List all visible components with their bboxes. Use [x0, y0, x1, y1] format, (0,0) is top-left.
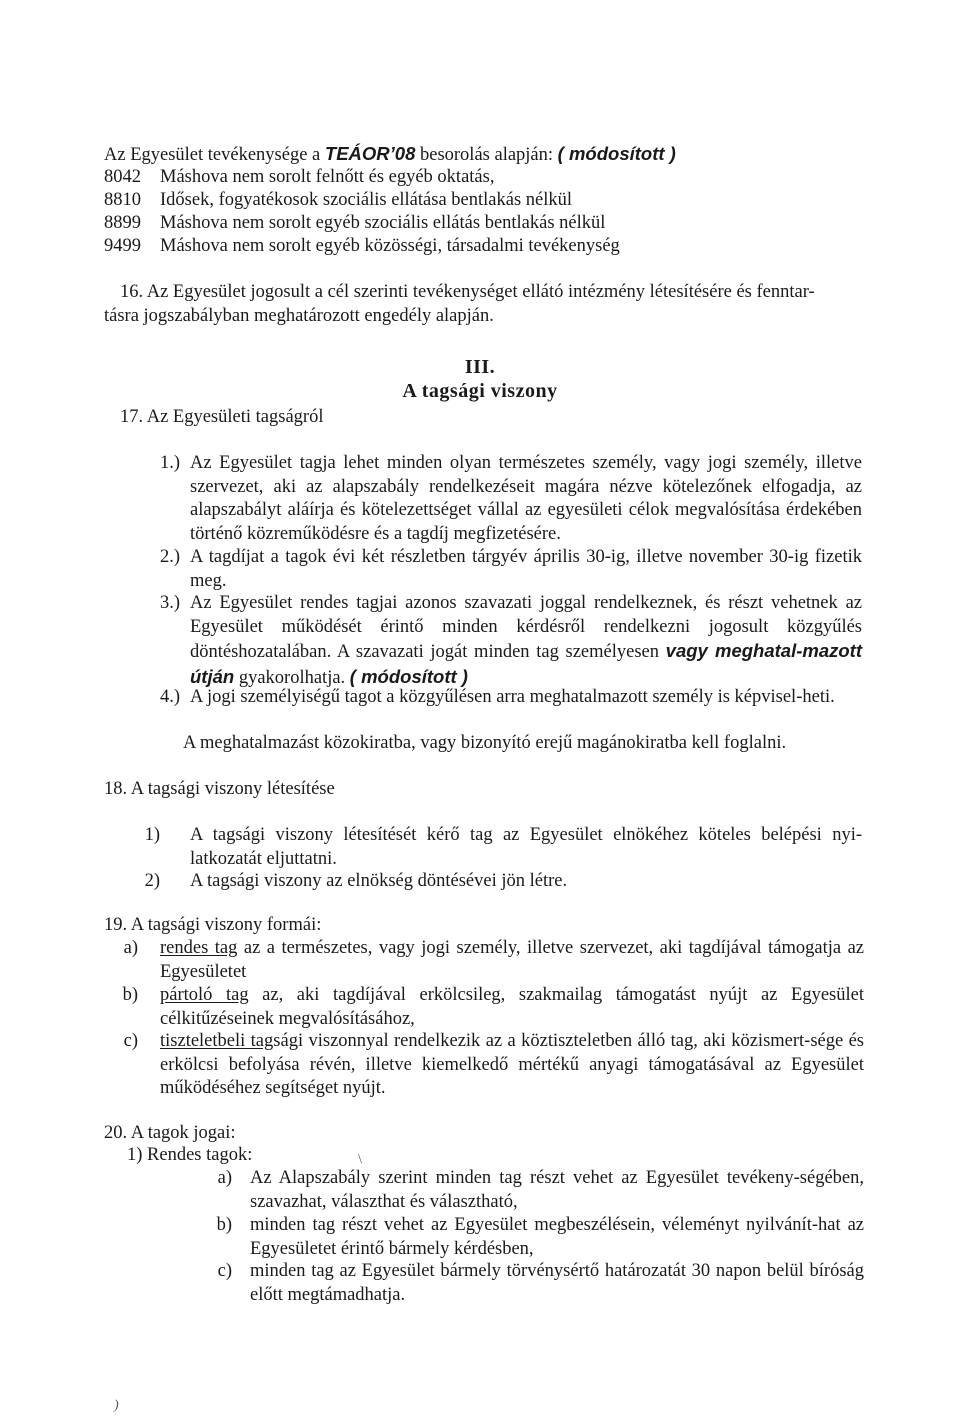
section-20-subheading: 1) Rendes tagok: — [127, 1145, 253, 1165]
stray-mark: \ — [358, 1152, 362, 1167]
item-number: b) — [122, 985, 138, 1005]
item-text: A tagsági viszony létesítését kérő tag az Egyesület elnökéhez köteles belépési nyi-latkozatát eljuttatni. — [190, 825, 862, 869]
item-text: A tagsági viszony az elnökség döntésévei jön létre. — [190, 871, 568, 891]
item-text-part: Az Egyesület rendes tagjai azonos szavazati joggal rendelkeznek, és részt vehetnek az Egyesület működését érintő minden kérdésről rendelkezni jogosult közgyűlés döntéshozatalában. A szavazati jogát minden tag személyesen — [190, 593, 862, 662]
membership-term: rendes tag — [160, 938, 238, 958]
item-number: a) — [123, 938, 138, 958]
item-text-part: gyakorolhatja. — [234, 667, 350, 688]
item-text: minden tag részt vehet az Egyesület megbeszélésein, véleményt nyilvánít-hat az Egyesületet érintő bármely kérdésben, — [250, 1215, 864, 1259]
activity-intro — [104, 142, 864, 168]
item-number: 4.) — [159, 687, 180, 707]
item-text-part: sági viszonnyal rendelkezik az a köztiszteletben álló tag, aki közismert-sége és erkölcsi befolyása révén, illetve kiemelkedő mértékű anyagi támogatásával az Egyesület működéséhez segítséget nyújt. — [160, 1031, 865, 1098]
item-text: minden tag az Egyesület bármely törvénysértő határozatát 30 napon belül bíróság előtt megtámadhatja. — [250, 1261, 864, 1305]
item-number: c) — [217, 1261, 232, 1281]
activity-code: 8899 — [104, 213, 141, 233]
item-text: Az Alapszabály szerint minden tag részt vehet az Egyesület tevékeny-ségében, szavazhat, választhat és választható, — [250, 1168, 864, 1212]
section-19-heading: 19. A tagsági viszony formái: — [104, 915, 322, 935]
membership-term: tiszteletbeli tag — [160, 1031, 274, 1051]
item-number: c) — [123, 1031, 138, 1051]
item-number: 1) — [144, 825, 160, 845]
item-number: 1.) — [159, 453, 180, 473]
activity-code: 8042 — [104, 167, 141, 187]
activity-code: 8810 — [104, 190, 141, 210]
item-text — [190, 592, 862, 690]
intro-mid: besorolás alapján: — [415, 145, 558, 165]
membership-term: pártoló tag — [160, 985, 249, 1005]
activity-text: Máshova nem sorolt egyéb szociális ellátás bentlakás nélkül — [160, 213, 606, 233]
item-text — [160, 937, 864, 984]
item-text: A tagdíjat a tagok évi két részletben tárgyév április 30-ig, illetve november 30-ig fizetik meg. — [190, 547, 862, 591]
item-text-part: az a természetes, vagy jogi személy, illetve szervezet, aki tagdíjával támogatja az Egyesületet — [160, 938, 864, 982]
section-17-heading: 17. Az Egyesületi tagságról — [120, 407, 324, 427]
chapter-number: III. — [464, 356, 496, 378]
section-16 — [104, 281, 880, 328]
activity-text: Idősek, fogyatékosok szociális ellátása bentlakás nélkül — [160, 190, 573, 210]
item-number: 2.) — [159, 547, 180, 567]
item-text — [160, 1030, 864, 1101]
teaor-label: TEÁOR’08 — [324, 143, 416, 164]
section-16-line2: tásra jogszabályban meghatározott engedély alapján. — [104, 305, 494, 326]
item-number: 3.) — [159, 593, 180, 613]
item-text-part: az, aki tagdíjával erkölcsileg, szakmailag támogatást nyújt az Egyesület célkitűzéseinek megvalósításához, — [160, 985, 864, 1029]
section-16-line1: 16. Az Egyesület jogosult a cél szerinti tevékenységet ellátó intézmény létesítésére és fenntar- — [120, 282, 815, 302]
item-number: 2) — [144, 871, 160, 891]
stray-mark: ) — [114, 1398, 119, 1413]
item-number: a) — [217, 1168, 232, 1188]
item-text — [160, 984, 864, 1031]
activity-text: Máshova nem sorolt felnőtt és egyéb oktatás, — [160, 167, 495, 187]
modified-note: ( módosított ) — [557, 143, 676, 164]
section-20-heading: 20. A tagok jogai: — [104, 1123, 236, 1143]
item-extra-text: A meghatalmazást közokiratba, vagy bizonyító erejű magánokiratba kell foglalni. — [183, 733, 787, 753]
chapter-title: A tagsági viszony — [402, 380, 558, 402]
item-text: A jogi személyiségű tagot a közgyűlésen arra meghatalmazott személy is képvisel-heti. — [190, 687, 835, 707]
activity-code: 9499 — [104, 236, 141, 256]
highlighted-phrase: vagy meghatal-mazott útján — [190, 640, 863, 687]
item-number: b) — [216, 1215, 232, 1235]
activity-text: Máshova nem sorolt egyéb közösségi, társadalmi tevékenység — [160, 236, 620, 256]
intro-lead: Az Egyesület tevékenysége a — [104, 145, 325, 165]
section-18-heading: 18. A tagsági viszony létesítése — [104, 779, 335, 799]
item-text: Az Egyesület tagja lehet minden olyan természetes személy, vagy jogi személy, illetve szervezet, aki az alapszabály rendelkezéseit magára nézve kötelezőnek elfogadja, az alapszabályt aláírja és kötelezettséget vállal az egyesületi célok megvalósítása érdekében történő közreműködésre és a tagdíj megfizetésére. — [190, 453, 862, 544]
modified-note: ( módosított ) — [349, 665, 468, 687]
